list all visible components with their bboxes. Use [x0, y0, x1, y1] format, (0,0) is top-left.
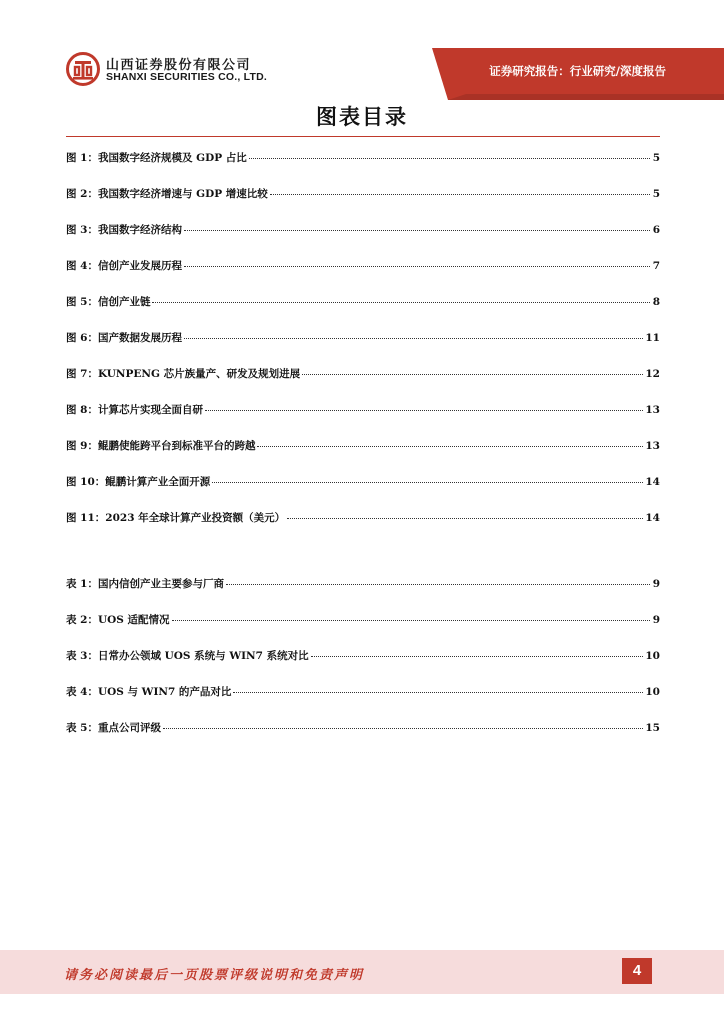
- toc-entry-number: 表 3：: [66, 650, 98, 662]
- toc-entry-page: 9: [652, 578, 660, 590]
- toc-entry-page: 14: [645, 512, 660, 524]
- toc-entry-number: 图 8：: [66, 404, 98, 416]
- toc-entry-title: 国内信创产业主要参与厂商: [97, 578, 224, 590]
- toc-entry-number: 表 5：: [66, 722, 98, 734]
- title-divider: [66, 136, 660, 137]
- toc-entry-page: 8: [652, 296, 660, 308]
- toc-entry-page: 12: [645, 368, 660, 380]
- toc-entry[interactable]: [66, 612, 660, 628]
- toc-entry[interactable]: [66, 330, 660, 346]
- toc-entry-page: 13: [645, 440, 660, 452]
- toc-entry-page: 9: [652, 614, 660, 626]
- toc-entry-title: 国产数据发展历程: [97, 332, 182, 344]
- toc-entry-title: UOS 与 WIN7 的产品对比: [97, 686, 232, 698]
- toc-entry[interactable]: [66, 576, 660, 592]
- toc-entry[interactable]: [66, 258, 660, 274]
- toc-leader-dots: [152, 302, 650, 303]
- company-name-en: SHANXI SECURITIES CO., LTD.: [106, 71, 267, 83]
- toc-leader-dots: [249, 158, 650, 159]
- toc-leader-dots: [226, 584, 650, 585]
- toc-leader-dots: [311, 656, 644, 657]
- toc-entry[interactable]: [66, 222, 660, 238]
- toc-leader-dots: [172, 620, 650, 621]
- toc-entry-title: KUNPENG 芯片族量产、研发及规划进展: [97, 368, 301, 380]
- toc-entry-title: 计算芯片实现全面自研: [97, 404, 203, 416]
- toc-entry[interactable]: [66, 474, 660, 490]
- toc-entry-page: 15: [645, 722, 660, 734]
- toc-entry-number: 图 10：: [66, 476, 106, 488]
- toc-entry-number: 图 9：: [66, 440, 98, 452]
- toc-leader-dots: [184, 338, 643, 339]
- toc-entry-title: 鲲鹏使能跨平台到标准平台的跨越: [97, 440, 256, 452]
- toc-entry-number: 图 3：: [66, 224, 98, 236]
- page-number: 4: [622, 958, 652, 984]
- toc-entry-title: 我国数字经济结构: [97, 224, 182, 236]
- toc-entry-page: 5: [652, 188, 660, 200]
- toc-entry-number: 图 2：: [66, 188, 98, 200]
- toc-entry-page: 5: [652, 152, 660, 164]
- toc-entry[interactable]: [66, 402, 660, 418]
- toc-leader-dots: [163, 728, 643, 729]
- toc-entry[interactable]: [66, 186, 660, 202]
- toc-leader-dots: [184, 230, 650, 231]
- toc-entry-title: 日常办公领域 UOS 系统与 WIN7 系统对比: [97, 650, 309, 662]
- toc-entry-page: 13: [645, 404, 660, 416]
- toc-entry-page: 10: [645, 650, 660, 662]
- toc-entry-title: 重点公司评级: [97, 722, 161, 734]
- toc-leader-dots: [270, 194, 650, 195]
- toc-entry[interactable]: [66, 366, 660, 382]
- toc-entry-number: 图 6：: [66, 332, 98, 344]
- toc-entry[interactable]: [66, 510, 660, 526]
- toc-entry-page: 11: [645, 332, 660, 344]
- toc-entry-title: 鲲鹏计算产业全面开源: [105, 476, 211, 488]
- toc-entry[interactable]: [66, 684, 660, 700]
- disclaimer-text: 请务必阅读最后一页股票评级说明和免责声明: [64, 968, 365, 983]
- toc-entry-title: UOS 适配情况: [97, 614, 170, 626]
- toc-entry-number: 表 1：: [66, 578, 98, 590]
- toc-entry-number: 图 1：: [66, 152, 98, 164]
- toc-entry-page: 10: [645, 686, 660, 698]
- page-title: 图表目录: [316, 105, 408, 129]
- toc-entry-number: 表 2：: [66, 614, 98, 626]
- toc-entry[interactable]: [66, 720, 660, 736]
- toc-entry[interactable]: [66, 150, 660, 166]
- toc-entry-page: 6: [652, 224, 660, 236]
- toc-entry[interactable]: [66, 438, 660, 454]
- toc-entry-page: 14: [645, 476, 660, 488]
- toc-entry-title: 我国数字经济规模及 GDP 占比: [97, 152, 247, 164]
- company-logo-icon: [66, 52, 100, 86]
- toc-leader-dots: [212, 482, 643, 483]
- page-footer: [0, 950, 724, 994]
- toc-entry-number: 图 5：: [66, 296, 98, 308]
- toc-entry-page: 7: [652, 260, 660, 272]
- toc-entry-title: 我国数字经济增速与 GDP 增速比较: [97, 188, 268, 200]
- toc-entry-title: 信创产业发展历程: [97, 260, 182, 272]
- page-header: [0, 0, 724, 100]
- toc-leader-dots: [257, 446, 643, 447]
- toc-leader-dots: [205, 410, 643, 411]
- toc-leader-dots: [233, 692, 643, 693]
- toc-entry-number: 图 11：: [66, 512, 106, 524]
- report-type-label: 证券研究报告：行业研究/深度报告: [489, 64, 666, 78]
- toc-entry-title: 信创产业链: [97, 296, 151, 308]
- company-name-cn: 山西证券股份有限公司: [106, 58, 252, 73]
- toc-leader-dots: [302, 374, 643, 375]
- toc-entry[interactable]: [66, 294, 660, 310]
- toc-entry-number: 图 7：: [66, 368, 98, 380]
- toc-entry[interactable]: [66, 648, 660, 664]
- toc-entry-number: 表 4：: [66, 686, 98, 698]
- toc-leader-dots: [287, 518, 643, 519]
- toc-entry-title: 2023 年全球计算产业投资额（美元）: [105, 512, 286, 524]
- toc-leader-dots: [184, 266, 650, 267]
- toc-entry-number: 图 4：: [66, 260, 98, 272]
- header-banner: [0, 0, 724, 100]
